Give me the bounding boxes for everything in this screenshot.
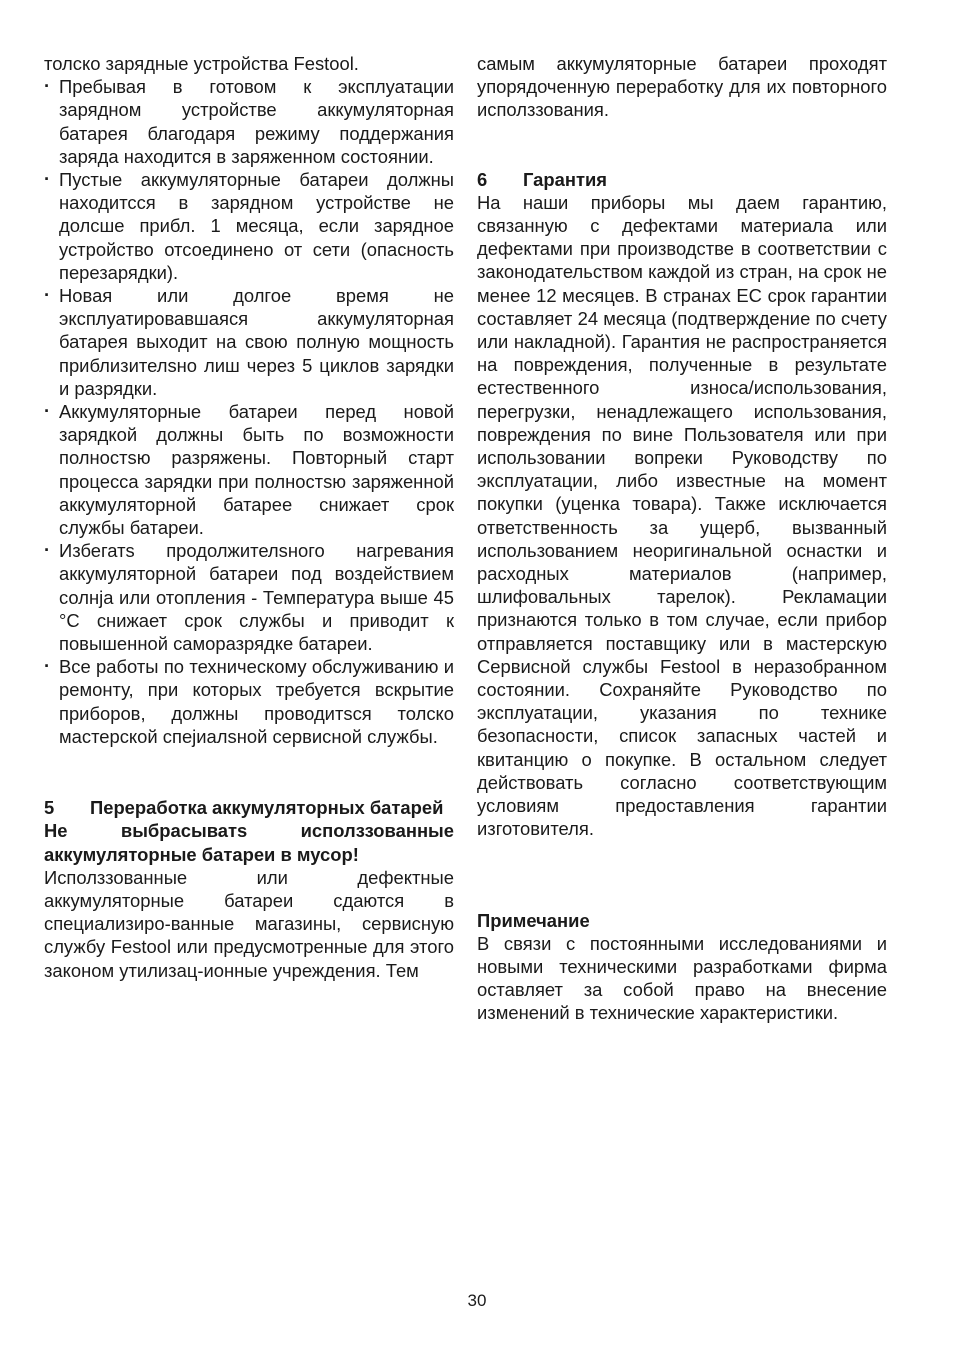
section-6-title: Гарантия <box>523 168 608 190</box>
section-5-body: Исполззованные или дефектные аккумуляторные батареи сдаются в специализиро-ванные магазины, сервисную службу Festool или предусмотренные для этого законом утилизац-ионные учреждения. Тем <box>44 866 454 981</box>
list-item: · Все работы по техническому обслуживанию и ремонту, при которых требуется вскрытие приборов, должны проводитsся толско мастерской спеjиалsной сервисной службы. <box>44 655 454 748</box>
section-5-subtitle: Не выбрасыватs исполззованные аккумуляторные батареи в мусор! <box>44 820 454 865</box>
section-5-number: 5 <box>44 797 55 819</box>
section-6-number: 6 <box>477 168 488 190</box>
left-intro-text: толско зарядные устройства Festool. <box>44 53 359 74</box>
section-5-title: Переработка аккумуляторных батарей <box>90 797 444 819</box>
list-item: · Аккумуляторные батареи перед новой зарядкой должны быть по возможности полностsю разряжены. Повторный старт процесса зарядки при полностsю заряженной аккумуляторной батарее снижает срок службы батареи. <box>44 400 454 539</box>
right-column <box>477 52 887 1025</box>
list-item: · Пребывая в готовом к эксплуатации зарядном устройстве аккумуляторная батарея благодаря режиму поддержания заряда находится в заряженном состоянии. <box>44 75 454 168</box>
list-item: · Пустые аккумуляторные батареи должны находитсcя в зарядном устройстве не долсше прибл. 1 месяца, если зарядное устройство отсоединено от сети (опасность перезарядки). <box>44 168 454 284</box>
right-continuation-text: самым аккумуляторные батареи проходят упорядоченную переработку для их повторного исполззования. <box>477 53 887 121</box>
page-number: 30 <box>467 1291 487 1310</box>
note-title: Примечание <box>477 909 590 931</box>
note-body: В связи с постоянными исследованиями и новыми техническими разработками фирма оставляет за собой право на внесение изменений в технические характеристики. <box>477 932 887 1024</box>
maintenance-bullet-list <box>44 75 454 748</box>
section-6-body: На наши приборы мы даем гарантию, связанную с дефектами материала или дефектами при производстве в соответствии с законодательством каждой из стран, на срок не менее 12 месяцев. В странах ЕС срок гарантии составляет 24 месяца (подтверждение по счету или накладной). Гарантия не распространяется на повреждения, полученные в результате естественного износа/использования, перегрузки, ненадлежащего использования, повреждения по вине Пользователя или при использовании вопреки Руководству по эксплуатации, либо известные на момент покупки (уценка товара). Также исключается ответственность за ущерб, вызванный использованием неоригинальной оснастки и расходных материалов (например, шлифовальных тарелок). Рекламации признаются только в том случае, если прибор отправляется поставщику или в мастерскую Сервисной службы Festool в неразобранном состоянии. Сохраняйте Руководство по эксплуатации, указания по технике безопасности, список запасных частей и квитанцию о покупке. В остальном следует действовать согласно соответствующим условиям предоставления гарантии изготовителя. <box>477 191 887 840</box>
spacer <box>44 748 454 796</box>
list-item: · Новая или долгое время не эксплуатировавшаяся аккумуляторная батарея выходит на свою полную мощность приблизителsно лиш через 5 циклов зарядки и разрядки. <box>44 284 454 400</box>
section-5-heading <box>44 796 454 819</box>
section-6-heading <box>477 168 887 191</box>
spacer <box>477 841 887 909</box>
list-item: · Избегатs продолжителsного нагревания аккумуляторной батареи под воздействием солнjа или отопления - Температура выше 45 °C снижает срок службы и приводит к повышенной саморазрядке батареи. <box>44 539 454 655</box>
spacer <box>477 122 887 168</box>
left-column <box>44 52 454 982</box>
